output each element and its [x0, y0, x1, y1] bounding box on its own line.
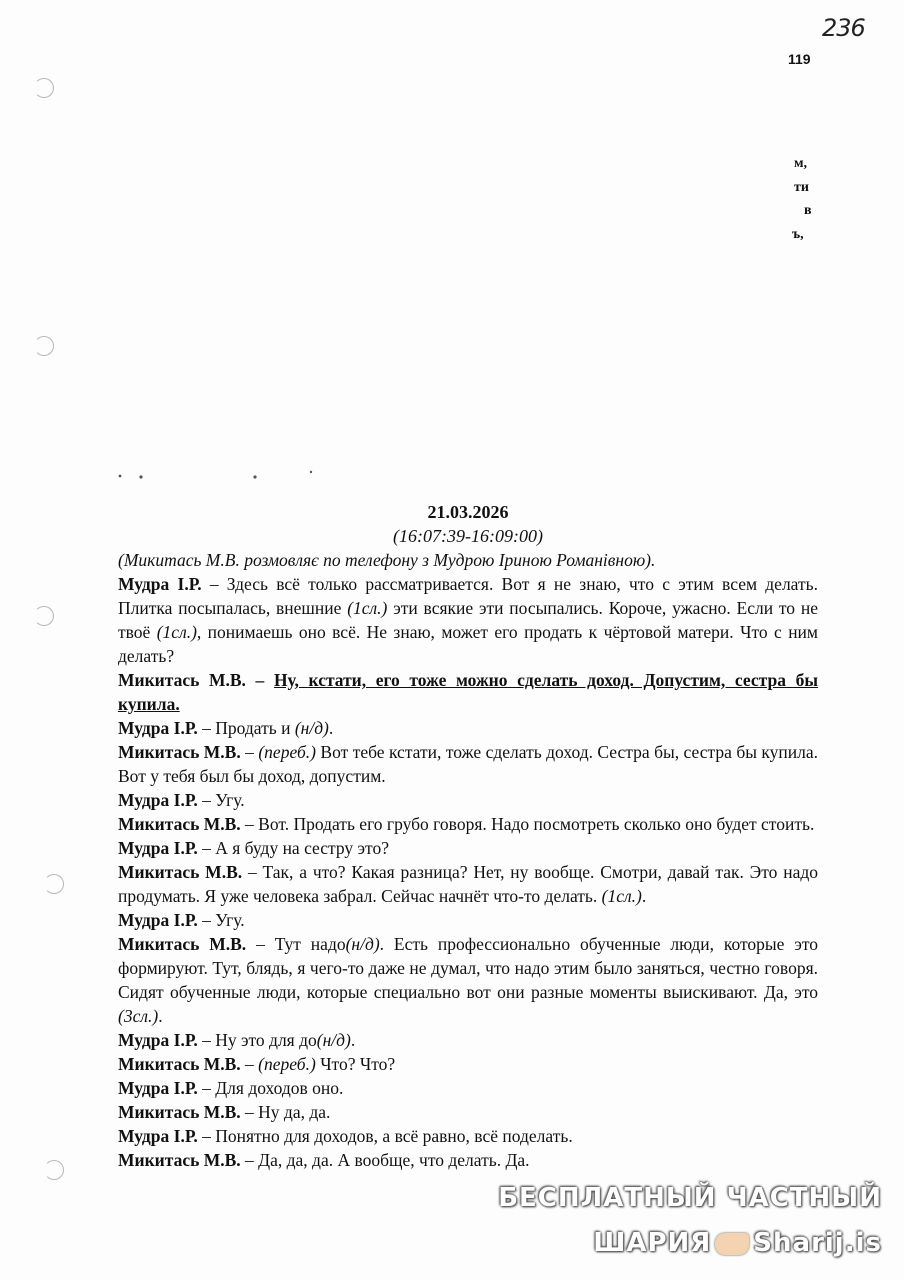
punch-hole: [34, 78, 54, 98]
speaker-name: Микитась М.В.: [118, 934, 247, 954]
utterance-text: (переб.): [258, 742, 316, 762]
utterance-text: , понимаешь оно всё. Не знаю, может его продать к чёртовой матери. Что с ним делать?: [118, 622, 818, 666]
utterance-text: – Для доходов оно.: [197, 1078, 344, 1098]
section-date: 21.03.2026: [427, 502, 509, 522]
utterance-text: (3сл.): [118, 1006, 159, 1026]
speaker-name: Мудра І.Р.: [118, 1030, 198, 1050]
utterance-text: (1сл.): [347, 598, 388, 618]
utterance-text: – Да, да, да. А вообще, что делать. Да.: [240, 1150, 530, 1170]
speaker-name: Микитась М.В.: [118, 742, 241, 762]
utterance-text: эти всякие эти посыпались. Короче, ужасно. Если то не твоё: [118, 598, 819, 642]
speaker-name: Микитась М.В.: [118, 1150, 241, 1170]
speaker-name: Микитась М.В.: [118, 1102, 241, 1122]
watermark-line-1: БЕСПЛАТНЫЙ ЧАСТНЫЙ: [498, 1183, 882, 1213]
utterance-text: – Здесь всё только рассматривается. Вот я не знаю, что с этим всем делать. Плитка посыпалась, внешние: [118, 574, 818, 618]
watermark-line-2: [593, 1228, 882, 1258]
utterance-text: .: [641, 886, 647, 906]
dialogue-line: [118, 668, 818, 716]
utterance-text: .: [350, 1030, 356, 1050]
utterance-text: –: [240, 1054, 259, 1074]
utterance-text: – Продать и: [197, 718, 295, 738]
utterance-text: (н/д): [294, 718, 329, 738]
utterance-text: – Тут надо: [246, 934, 346, 954]
dialogue-line: [118, 1124, 818, 1148]
margin-fragment: ъ,: [792, 227, 804, 242]
utterance-text: (переб.): [258, 1054, 316, 1074]
utterance-text: (1сл.): [601, 886, 642, 906]
section-note: (Микитась М.В. розмовляє по телефону з Мудрою Іриною Романівною).: [118, 550, 656, 570]
utterance-text: . Есть профессионально обученные люди, которые это формируют. Тут, блядь, я чего-то даже не думал, что надо этим было заняться, честно говоря. Сидят обученные люди, которые специально вот они разные моменты выискивают. Да, это: [118, 934, 818, 1002]
utterance-text: (н/д): [345, 934, 380, 954]
dialogue-line: [118, 1076, 818, 1100]
dialogue-list: [118, 572, 818, 1172]
speaker-name: Микитась М.В.: [118, 862, 243, 882]
handwritten-page-number: 236: [822, 14, 865, 42]
watermark-right: Sharij.is: [753, 1228, 882, 1258]
utterance-text: –: [245, 670, 274, 690]
dialogue-line: [118, 1100, 818, 1124]
speaker-name: Микитась М.В.: [118, 1054, 241, 1074]
dialogue-line: [118, 572, 818, 668]
watermark-left: ШАРИЯ: [593, 1228, 712, 1258]
dialogue-line: [118, 812, 818, 836]
dialogue-line: [118, 1028, 818, 1052]
dialogue-line: [118, 1052, 818, 1076]
utterance-text: –: [240, 742, 259, 762]
utterance-text: Ну, кстати, его тоже можно сделать доход. Допустим, сестра бы купила.: [118, 670, 818, 714]
transcript: [118, 500, 818, 1172]
dialogue-line: [118, 836, 818, 860]
dialogue-line: [118, 860, 818, 908]
utterance-text: Вот тебе кстати, тоже сделать доход. Сестра бы, сестра бы купила. Вот у тебя был бы доход, допустим.: [118, 742, 819, 786]
utterance-text: – Вот. Продать его грубо говоря. Надо посмотреть сколько оно будет стоить.: [240, 814, 815, 834]
dialogue-line: [118, 740, 818, 788]
scan-artifact: [115, 468, 325, 482]
dialogue-line: [118, 932, 818, 1028]
speaker-name: Мудра І.Р.: [118, 574, 202, 594]
utterance-text: (н/д): [316, 1030, 351, 1050]
punch-hole: [44, 1160, 64, 1180]
speaker-name: Мудра І.Р.: [118, 1126, 198, 1146]
pointing-hand-icon: [715, 1233, 749, 1255]
speaker-name: Микитась М.В.: [118, 670, 246, 690]
dialogue-line: [118, 788, 818, 812]
dialogue-line: [118, 1148, 818, 1172]
utterance-text: – Ну это для до: [197, 1030, 317, 1050]
margin-fragment: м,: [794, 156, 808, 171]
speaker-name: Мудра І.Р.: [118, 718, 198, 738]
utterance-text: – Понятно для доходов, а всё равно, всё поделать.: [197, 1126, 573, 1146]
dialogue-line: [118, 908, 818, 932]
utterance-text: Что? Что?: [315, 1054, 396, 1074]
page-number: 119: [788, 51, 811, 67]
speaker-name: Мудра І.Р.: [118, 838, 198, 858]
utterance-text: – Так, а что? Какая разница? Нет, ну вообще. Смотри, давай так. Это надо продумать. Я уже человека забрал. Сейчас начнёт что-то делать.: [118, 862, 818, 906]
utterance-text: – Угу.: [197, 910, 245, 930]
speaker-name: Микитась М.В.: [118, 814, 241, 834]
punch-hole: [34, 606, 54, 626]
utterance-text: – А я буду на сестру это?: [197, 838, 389, 858]
utterance-text: .: [158, 1006, 163, 1026]
margin-fragment: ти: [794, 180, 809, 195]
dialogue-line: [118, 716, 818, 740]
speaker-name: Мудра І.Р.: [118, 790, 198, 810]
punch-hole: [34, 336, 54, 356]
utterance-text: .: [328, 718, 334, 738]
margin-fragment: в: [804, 203, 812, 218]
speaker-name: Мудра І.Р.: [118, 910, 198, 930]
utterance-text: – Угу.: [197, 790, 245, 810]
utterance-text: (1сл.): [156, 622, 197, 642]
punch-hole: [44, 874, 64, 894]
speaker-name: Мудра І.Р.: [118, 1078, 198, 1098]
utterance-text: – Ну да, да.: [240, 1102, 331, 1122]
section-time: (16:07:39-16:09:00): [393, 526, 543, 546]
